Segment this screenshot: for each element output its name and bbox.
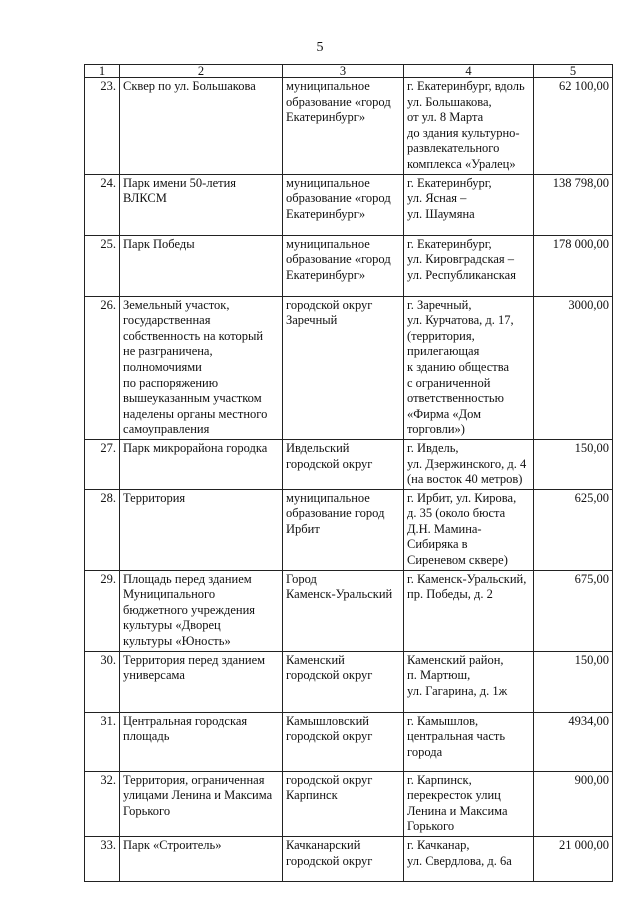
address-cell-line: комплекса «Уралец»	[407, 156, 516, 171]
address-cell	[404, 570, 534, 651]
table-row	[85, 489, 613, 570]
address-cell-line: п. Мартюш,	[407, 668, 471, 683]
object-name-cell-line: Парк «Строитель»	[123, 838, 222, 852]
owner-cell-line: городской округ	[286, 853, 373, 868]
row-number-cell	[85, 712, 120, 771]
address-cell-line: к зданию общества	[407, 359, 510, 374]
address-cell	[404, 837, 534, 882]
address-cell-line: г. Ирбит, ул. Кирова,	[407, 490, 517, 505]
area-value: 625,00	[574, 490, 609, 505]
table-row	[85, 439, 613, 489]
row-number-cell	[85, 651, 120, 712]
address-cell-line: г. Ивдель,	[407, 440, 459, 455]
row-number-cell	[85, 837, 120, 882]
address-cell-line: г. Карпинск,	[407, 772, 472, 787]
address-cell	[404, 78, 534, 175]
row-number-cell	[85, 296, 120, 439]
owner-cell	[283, 489, 404, 570]
area-value: 900,00	[574, 772, 609, 787]
address-cell-line: «Фирма «Дом	[407, 406, 482, 421]
object-name-cell	[120, 837, 283, 882]
address-cell-line: Горького	[407, 819, 455, 834]
row-number: 30.	[100, 652, 116, 667]
owner-cell-line: Качканарский	[286, 838, 361, 852]
table-row	[85, 570, 613, 651]
row-number-cell	[85, 439, 120, 489]
owner-cell-line: образование город	[286, 506, 385, 521]
object-name-cell-line: Муниципального	[123, 587, 216, 602]
row-number: 24.	[100, 175, 116, 190]
object-name-cell-line: бюджетного учреждения	[123, 602, 256, 617]
owner-cell	[283, 651, 404, 712]
owner-cell-line: городской округ	[286, 456, 373, 471]
object-name-cell-line: Парк микрорайона городка	[123, 440, 268, 455]
address-cell-line: ул. Ясная –	[407, 191, 467, 206]
address-cell-line: ул. Дзержинского, д. 4	[407, 456, 527, 471]
object-name-cell-line: Территория, ограниченная	[123, 772, 265, 787]
address-cell-line: с ограниченной	[407, 375, 491, 390]
owner-cell-line: Камышловский	[286, 713, 369, 728]
object-name-cell	[120, 570, 283, 651]
owner-cell-line: Карпинск	[286, 788, 338, 803]
registry-table	[84, 64, 613, 882]
object-name-cell-line: универсама	[123, 668, 185, 683]
owner-cell	[283, 235, 404, 296]
object-name-cell	[120, 78, 283, 175]
column-header: 5	[534, 65, 613, 78]
owner-cell-line: Екатеринбург»	[286, 267, 366, 282]
owner-cell-line: городской округ	[286, 668, 373, 683]
owner-cell	[283, 771, 404, 836]
address-cell-line: Ленина и Максима	[407, 803, 508, 818]
row-number-cell	[85, 771, 120, 836]
address-cell-line: перекресток улиц	[407, 788, 501, 803]
address-cell-line: ул. Шаумяна	[407, 206, 475, 221]
row-number: 27.	[100, 440, 116, 455]
address-cell-line: г. Екатеринбург, вдоль	[407, 79, 525, 93]
column-header: 1	[85, 65, 120, 78]
owner-cell	[283, 174, 404, 235]
object-name-cell	[120, 771, 283, 836]
table-row	[85, 78, 613, 175]
address-cell-line: (территория,	[407, 328, 475, 343]
area-value: 21 000,00	[559, 838, 609, 852]
owner-cell-line: муниципальное	[286, 490, 370, 505]
area-cell	[534, 837, 613, 882]
address-cell-line: Сиреневом сквере)	[407, 553, 508, 568]
address-cell-line: Д.Н. Мамина-	[407, 521, 482, 536]
address-cell	[404, 296, 534, 439]
address-cell	[404, 651, 534, 712]
address-cell-line: Каменский район,	[407, 652, 504, 667]
address-cell-line: ул. Кировградская –	[407, 252, 515, 267]
object-name-cell-line: наделены органы местного	[123, 406, 268, 421]
table-row	[85, 651, 613, 712]
object-name-cell	[120, 296, 283, 439]
owner-cell-line: образование «город	[286, 252, 391, 267]
row-number: 32.	[100, 772, 116, 787]
object-name-cell-line: Площадь перед зданием	[123, 571, 252, 586]
area-value: 675,00	[574, 571, 609, 586]
address-cell-line: ул. Свердлова, д. 6а	[407, 853, 512, 868]
object-name-cell-line: полномочиями	[123, 359, 202, 374]
table-row	[85, 712, 613, 771]
object-name-cell	[120, 712, 283, 771]
area-cell	[534, 489, 613, 570]
area-cell	[534, 439, 613, 489]
owner-cell-line: образование «город	[286, 94, 391, 109]
area-value: 4934,00	[568, 713, 609, 728]
address-cell-line: от ул. 8 Марта	[407, 110, 484, 125]
area-cell	[534, 570, 613, 651]
object-name-cell-line: собственность на который	[123, 328, 264, 343]
address-cell-line: г. Камышлов,	[407, 713, 479, 728]
area-cell	[534, 174, 613, 235]
object-name-cell-line: Территория	[123, 490, 186, 505]
object-name-cell	[120, 174, 283, 235]
row-number: 26.	[100, 297, 116, 312]
object-name-cell-line: культуры «Юность»	[123, 634, 231, 649]
address-cell-line: прилегающая	[407, 344, 480, 359]
address-cell-line: г. Заречный,	[407, 297, 472, 312]
table-row	[85, 174, 613, 235]
owner-cell-line: образование «город	[286, 191, 391, 206]
address-cell-line: г. Екатеринбург,	[407, 175, 492, 190]
owner-cell	[283, 837, 404, 882]
row-number-cell	[85, 78, 120, 175]
address-cell-line: центральная часть	[407, 729, 506, 744]
object-name-cell-line: не разграничена,	[123, 344, 213, 359]
owner-cell	[283, 296, 404, 439]
address-cell-line: развлекательного	[407, 141, 500, 156]
address-cell-line: г. Каменск-Уральский,	[407, 571, 527, 586]
row-number-cell	[85, 174, 120, 235]
object-name-cell-line: Горького	[123, 803, 171, 818]
table-header-row	[85, 65, 613, 78]
object-name-cell-line: Сквер по ул. Большакова	[123, 79, 256, 93]
object-name-cell-line: государственная	[123, 313, 211, 328]
address-cell	[404, 174, 534, 235]
owner-cell-line: Ирбит	[286, 521, 320, 536]
object-name-cell-line: по распоряжению	[123, 375, 219, 390]
address-cell-line: ответственностью	[407, 391, 504, 406]
address-cell-line: до здания культурно-	[407, 125, 520, 140]
address-cell	[404, 771, 534, 836]
owner-cell-line: городской округ	[286, 297, 373, 312]
address-cell	[404, 235, 534, 296]
row-number: 33.	[100, 838, 116, 852]
address-cell-line: пр. Победы, д. 2	[407, 587, 493, 602]
address-cell	[404, 489, 534, 570]
owner-cell-line: Ивдельский	[286, 440, 350, 455]
column-header: 4	[404, 65, 534, 78]
column-header: 2	[120, 65, 283, 78]
owner-cell-line: Каменский	[286, 652, 345, 667]
address-cell	[404, 439, 534, 489]
object-name-cell-line: Парк имени 50-летия	[123, 175, 237, 190]
object-name-cell-line: Центральная городская	[123, 713, 248, 728]
object-name-cell-line: площадь	[123, 729, 170, 744]
area-value: 3000,00	[568, 297, 609, 312]
address-cell	[404, 712, 534, 771]
object-name-cell-line: Земельный участок,	[123, 297, 230, 312]
address-cell-line: ул. Гагарина, д. 1ж	[407, 683, 508, 698]
object-name-cell-line: Территория перед зданием	[123, 652, 266, 667]
owner-cell-line: муниципальное	[286, 79, 370, 93]
object-name-cell	[120, 489, 283, 570]
object-name-cell-line: культуры «Дворец	[123, 618, 221, 633]
object-name-cell-line: ВЛКСМ	[123, 191, 167, 206]
row-number: 31.	[100, 713, 116, 728]
area-value: 178 000,00	[552, 236, 609, 251]
address-cell-line: ул. Республиканская	[407, 267, 516, 282]
address-cell-line: г. Екатеринбург,	[407, 236, 492, 251]
row-number-cell	[85, 570, 120, 651]
area-cell	[534, 78, 613, 175]
address-cell-line: города	[407, 744, 443, 759]
owner-cell-line: Екатеринбург»	[286, 206, 366, 221]
row-number-cell	[85, 489, 120, 570]
table-row	[85, 837, 613, 882]
address-cell-line: г. Качканар,	[407, 838, 470, 852]
row-number: 25.	[100, 236, 116, 251]
table-row	[85, 296, 613, 439]
object-name-cell-line: Парк Победы	[123, 236, 195, 251]
object-name-cell	[120, 235, 283, 296]
owner-cell-line: городской округ	[286, 729, 373, 744]
object-name-cell-line: вышеуказанным участком	[123, 391, 262, 406]
owner-cell-line: городской округ	[286, 772, 373, 787]
area-cell	[534, 235, 613, 296]
column-header: 3	[283, 65, 404, 78]
owner-cell	[283, 78, 404, 175]
owner-cell-line: Город	[286, 571, 317, 586]
owner-cell-line: муниципальное	[286, 236, 370, 251]
area-value: 62 100,00	[559, 79, 609, 93]
area-cell	[534, 296, 613, 439]
owner-cell	[283, 712, 404, 771]
area-cell	[534, 771, 613, 836]
area-cell	[534, 651, 613, 712]
owner-cell-line: Заречный	[286, 313, 338, 328]
address-cell-line: торговли»)	[407, 422, 465, 437]
owner-cell-line: Каменск-Уральский	[286, 587, 393, 602]
row-number: 28.	[100, 490, 116, 505]
address-cell-line: ул. Курчатова, д. 17,	[407, 313, 514, 328]
page-number: 5	[316, 40, 324, 55]
address-cell-line: ул. Большакова,	[407, 94, 492, 109]
object-name-cell-line: самоуправления	[123, 422, 210, 437]
owner-cell	[283, 570, 404, 651]
area-cell	[534, 712, 613, 771]
area-value: 150,00	[574, 652, 609, 667]
owner-cell	[283, 439, 404, 489]
object-name-cell	[120, 651, 283, 712]
row-number-cell	[85, 235, 120, 296]
address-cell-line: (на восток 40 метров)	[407, 472, 523, 487]
table-row	[85, 235, 613, 296]
table-row	[85, 771, 613, 836]
owner-cell-line: муниципальное	[286, 175, 370, 190]
owner-cell-line: Екатеринбург»	[286, 110, 366, 125]
area-value: 150,00	[574, 440, 609, 455]
row-number: 29.	[100, 571, 116, 586]
row-number: 23.	[100, 79, 116, 93]
address-cell-line: д. 35 (около бюста	[407, 506, 506, 521]
object-name-cell-line: улицами Ленина и Максима	[123, 788, 273, 803]
area-value: 138 798,00	[552, 175, 609, 190]
object-name-cell	[120, 439, 283, 489]
address-cell-line: Сибиряка в	[407, 537, 468, 552]
